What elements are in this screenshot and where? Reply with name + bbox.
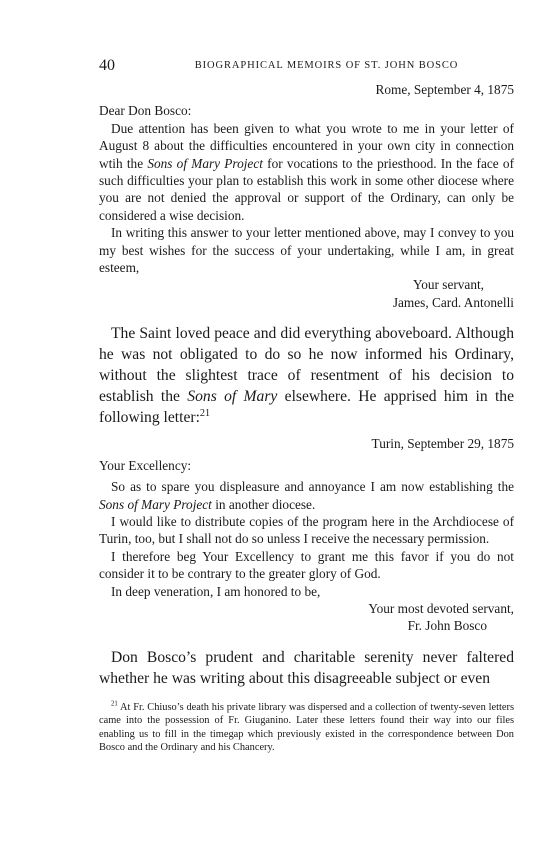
- italic-title: Sons of Mary Project: [147, 155, 263, 171]
- letter1-dateline: Rome, September 4, 1875: [375, 82, 514, 97]
- letter2-paragraph-2: I would like to distribute copies of the program here in the Archdiocese of Turin, too, but I shall not do so unless I receive the necessary permission.: [99, 513, 514, 547]
- letter-antonelli: [99, 81, 514, 311]
- page-body: [99, 81, 514, 754]
- letter1-paragraph-1: Due attention has been given to what you wrote to me in your letter of August 8 about the difficulties encountered in your own city in connection wtih the Sons of Mary Project for vocations to the priesthood. In the face of such difficulties your plan to establish this work in some other diocese where you are not denied the approval or support of the Ordinary, can only be considered a wise decision.: [99, 120, 514, 223]
- footnote: $^{21}$ At Fr. Chiuso’s death his private library was dispersed and a collection of twenty-seven letters came into the possession of Fr. Giuganino. Later these letters found their way into our files enabling us to fill in the timegap which previously existed in the correspondence between Don Bosco and the Ordinary and his Chancery.: [99, 700, 514, 753]
- letter2-paragraph-1: So as to spare you displeasure and annoyance I am now establishing the Sons of Mary Project in another diocese.: [99, 479, 514, 512]
- letter2-paragraph-4: In deep veneration, I am honored to be,: [111, 583, 321, 599]
- letter2-signature: Fr. John Bosco: [407, 618, 487, 634]
- letter-bosco: [99, 435, 514, 634]
- letter1-salutation: Dear Don Bosco:: [99, 103, 192, 119]
- letter1-signature: James, Card. Antonelli: [392, 294, 514, 310]
- letter2-closing: Your most devoted servant,: [368, 600, 514, 616]
- italic-title: Sons of Mary Project: [99, 496, 212, 512]
- letter2-salutation: Your Excellency:: [99, 457, 192, 473]
- letter2-dateline: Turin, September 29, 1875: [371, 436, 514, 452]
- page-number: 40: [99, 57, 115, 74]
- narrative-paragraph-1: The Saint loved peace and did everything aboveboard. Although he was not obligated to do so he now informed his Ordinary, without the slightest trace of resentment of his decision to establish the Sons of Mary elsewhere. He apprised him in the following letter:$^{21}$: [99, 325, 514, 427]
- footnote-reference: 21: [199, 408, 211, 420]
- italic-title: Sons of Mary: [187, 388, 278, 406]
- running-head: BIOGRAPHICAL MEMOIRS OF ST. JOHN BOSCO: [194, 60, 459, 71]
- letter1-closing: Your servant,: [412, 277, 484, 293]
- letter1-paragraph-2: In writing this answer to your letter mentioned above, may I convey to you my best wishes for the success of your undertaking, while I am, in great esteem,: [99, 225, 514, 276]
- narrative-paragraph-2: Don Bosco’s prudent and charitable serenity never faltered whether he was writing about this disagreeable subject or even: [99, 648, 514, 687]
- footnote-mark: 21: [111, 700, 118, 708]
- page-header: [99, 57, 514, 77]
- letter2-paragraph-3: I therefore beg Your Excellency to grant me this favor if you do not consider it to be contrary to the greater glory of God.: [99, 548, 514, 582]
